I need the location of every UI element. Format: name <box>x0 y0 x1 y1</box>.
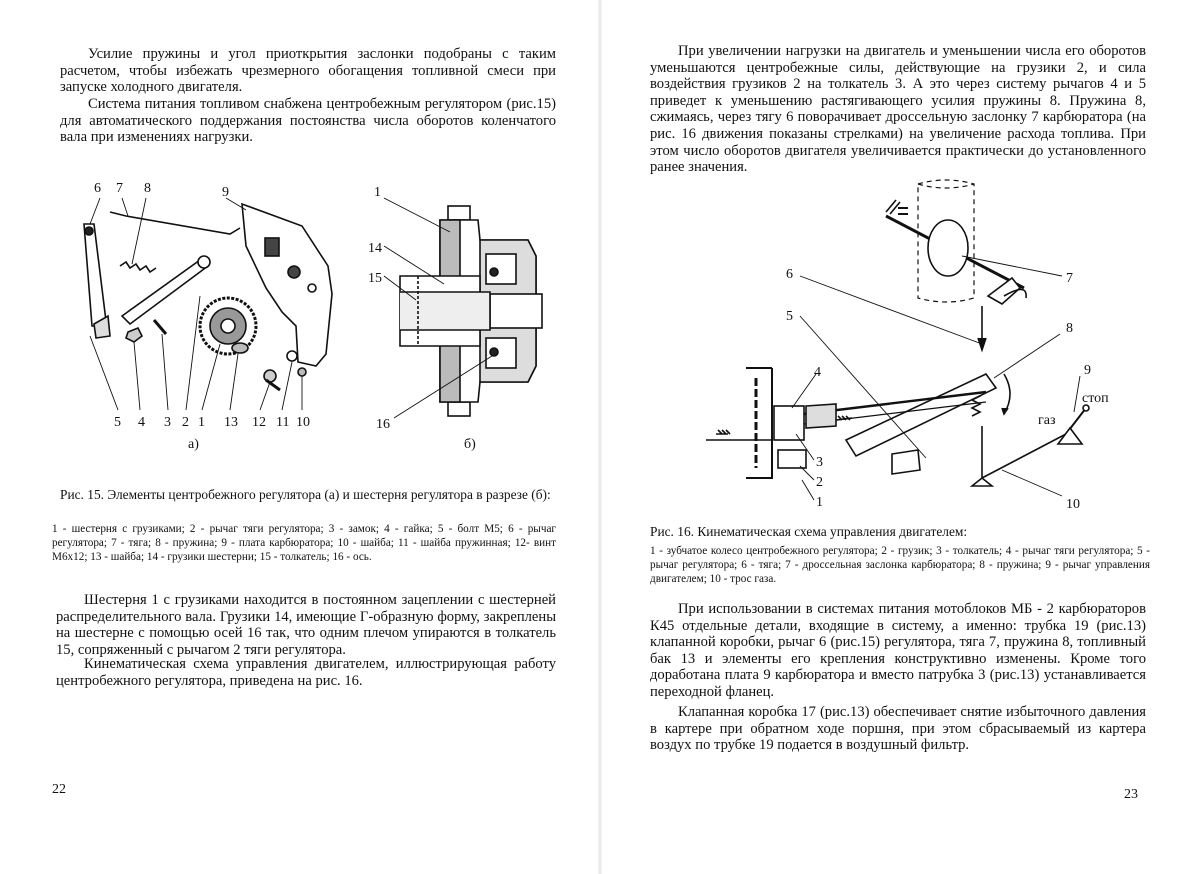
fig16-label-8: 8 <box>1066 321 1073 336</box>
fig16-label-4: 4 <box>814 365 821 380</box>
fig16-label-6: 6 <box>786 267 793 282</box>
fig16-label-9: 9 <box>1084 363 1091 378</box>
fig16-label-3: 3 <box>816 455 823 470</box>
fig15a-label-7: 7 <box>116 181 123 196</box>
right-paragraph-2: При использовании в системах питания мотоблоков МБ - 2 карбюраторов К45 отдельные детали, входящие в систему, а именно: трубка 19 (рис.13) клапанной коробки, рычаг 6 (рис.15) регулятора, тяга 7, пружина 8, топливный бак 13 и элементы его крепления конструктивно изменены. Кроме того доработана плата 9 карбюратора и вместо патрубка 3 (рис.13) устанавливается переходной фланец. <box>650 601 1146 700</box>
fig15a-label-3: 3 <box>164 415 171 430</box>
right-paragraph-1: При увеличении нагрузки на двигатель и уменьшении числа его оборотов уменьшаются центробежные силы, действующие на грузики 2, и сила воздействия грузиков 2 на толкатель 3. А это через систему рычагов 4 и 5 приведет к уменьшению растягивающего усилия пружины 8. Пружина 8, сжимаясь, через тягу 6 поворачивает дроссельную заслонку 7 карбюратора (на рис. 16 движения показаны стрелками) на увеличение расхода топлива. При этом число оборотов двигателя увеличивается практически до установленного ранее значения. <box>650 43 1146 176</box>
page-number-right: 23 <box>1124 787 1138 802</box>
fig15a-label-4: 4 <box>138 415 145 430</box>
fig15b-label-15: 15 <box>368 271 382 286</box>
fig15a-label-10: 10 <box>296 415 310 430</box>
fig16-label-1: 1 <box>816 495 823 510</box>
left-paragraph-3: Шестерня 1 с грузиками находится в постоянном зацеплении с шестерней распределительного вала. Грузики 14, имеющие Г-образную форму, закреплены на шестерне с помощью осей 16 так, что одним плечом упираются в толкатель 15, сопряженный с рычагом 2 тяги регулятора. <box>56 592 556 658</box>
fig15a-label-12: 12 <box>252 415 266 430</box>
left-paragraph-1: Усилие пружины и угол приоткрытия заслонки подобраны с таким расчетом, чтобы избежать чрезмерного обогащения топливной смеси при запуске холодного двигателя. <box>60 46 556 96</box>
fig15a-label-8: 8 <box>144 181 151 196</box>
figure-15-caption: Рис. 15. Элементы центробежного регулятора (а) и шестерня регулятора в разрезе (б): <box>60 487 551 502</box>
fig16-text-gas: газ <box>1038 413 1056 428</box>
fig15b-sublabel: б) <box>464 437 476 452</box>
fig15a-sublabel: а) <box>188 437 199 452</box>
figure-16-legend: 1 - зубчатое колесо центробежного регулятора; 2 - грузик; 3 - толкатель; 4 - рычаг тяги регулятора; 5 - рычаг регулятора; 6 - тяга; 7 - дроссельная заслонка карбюратора; 8 - пружина; 9 - рычаг управления двигателем; 10 - трос газа. <box>650 545 1150 586</box>
fig15a-label-1: 1 <box>198 415 205 430</box>
fig15a-label-6: 6 <box>94 181 101 196</box>
fig15a-label-5: 5 <box>114 415 121 430</box>
left-paragraph-4: Кинематическая схема управления двигателем, иллюстрирующая работу центробежного регулятора, приведена на рис. 16. <box>56 656 556 689</box>
left-paragraph-2: Система питания топливом снабжена центробежным регулятором (рис.15) для автоматического поддержания постоянства числа оборотов коленчатого вала при изменениях нагрузки. <box>60 96 556 146</box>
figure-15a-regulator-elements <box>70 176 350 466</box>
figure-15-legend: 1 - шестерня с грузиками; 2 - рычаг тяги регулятора; 3 - замок; 4 - гайка; 5 - болт М5; 6 - рычаг регулятора; 7 - тяга; 8 - пружина; 9 - плата карбюратора; 10 - шайба; 11 - шайба пружинная; 12- винт М6х12; 13 - шайба; 14 - грузики шестерни; 15 - толкатель; 16 - ось. <box>52 523 556 564</box>
fig16-label-10: 10 <box>1066 497 1080 512</box>
fig16-label-7: 7 <box>1066 271 1073 286</box>
fig16-label-5: 5 <box>786 309 793 324</box>
fig15a-label-9: 9 <box>222 185 229 200</box>
fig15b-label-16: 16 <box>376 417 390 432</box>
figure-16-kinematic-scheme <box>686 178 1116 516</box>
fig16-text-stop: стоп <box>1082 391 1109 406</box>
fig15b-label-1: 1 <box>374 185 381 200</box>
fig15b-label-14: 14 <box>368 241 382 256</box>
figure-15b-gear-section <box>360 176 560 466</box>
fig15a-label-11: 11 <box>276 415 290 430</box>
figure-16-caption: Рис. 16. Кинематическая схема управления двигателем: <box>650 524 968 539</box>
right-page <box>600 0 1200 874</box>
fig15a-label-2: 2 <box>182 415 189 430</box>
fig16-label-2: 2 <box>816 475 823 490</box>
right-paragraph-3: Клапанная коробка 17 (рис.13) обеспечивает снятие избыточного давления в картере при обратном ходе поршня, при этом сбрасываемый из картера воздух по трубке 19 подается в воздушный фильтр. <box>650 704 1146 754</box>
fig15a-label-13: 13 <box>224 415 238 430</box>
page-number-left: 22 <box>52 782 66 797</box>
